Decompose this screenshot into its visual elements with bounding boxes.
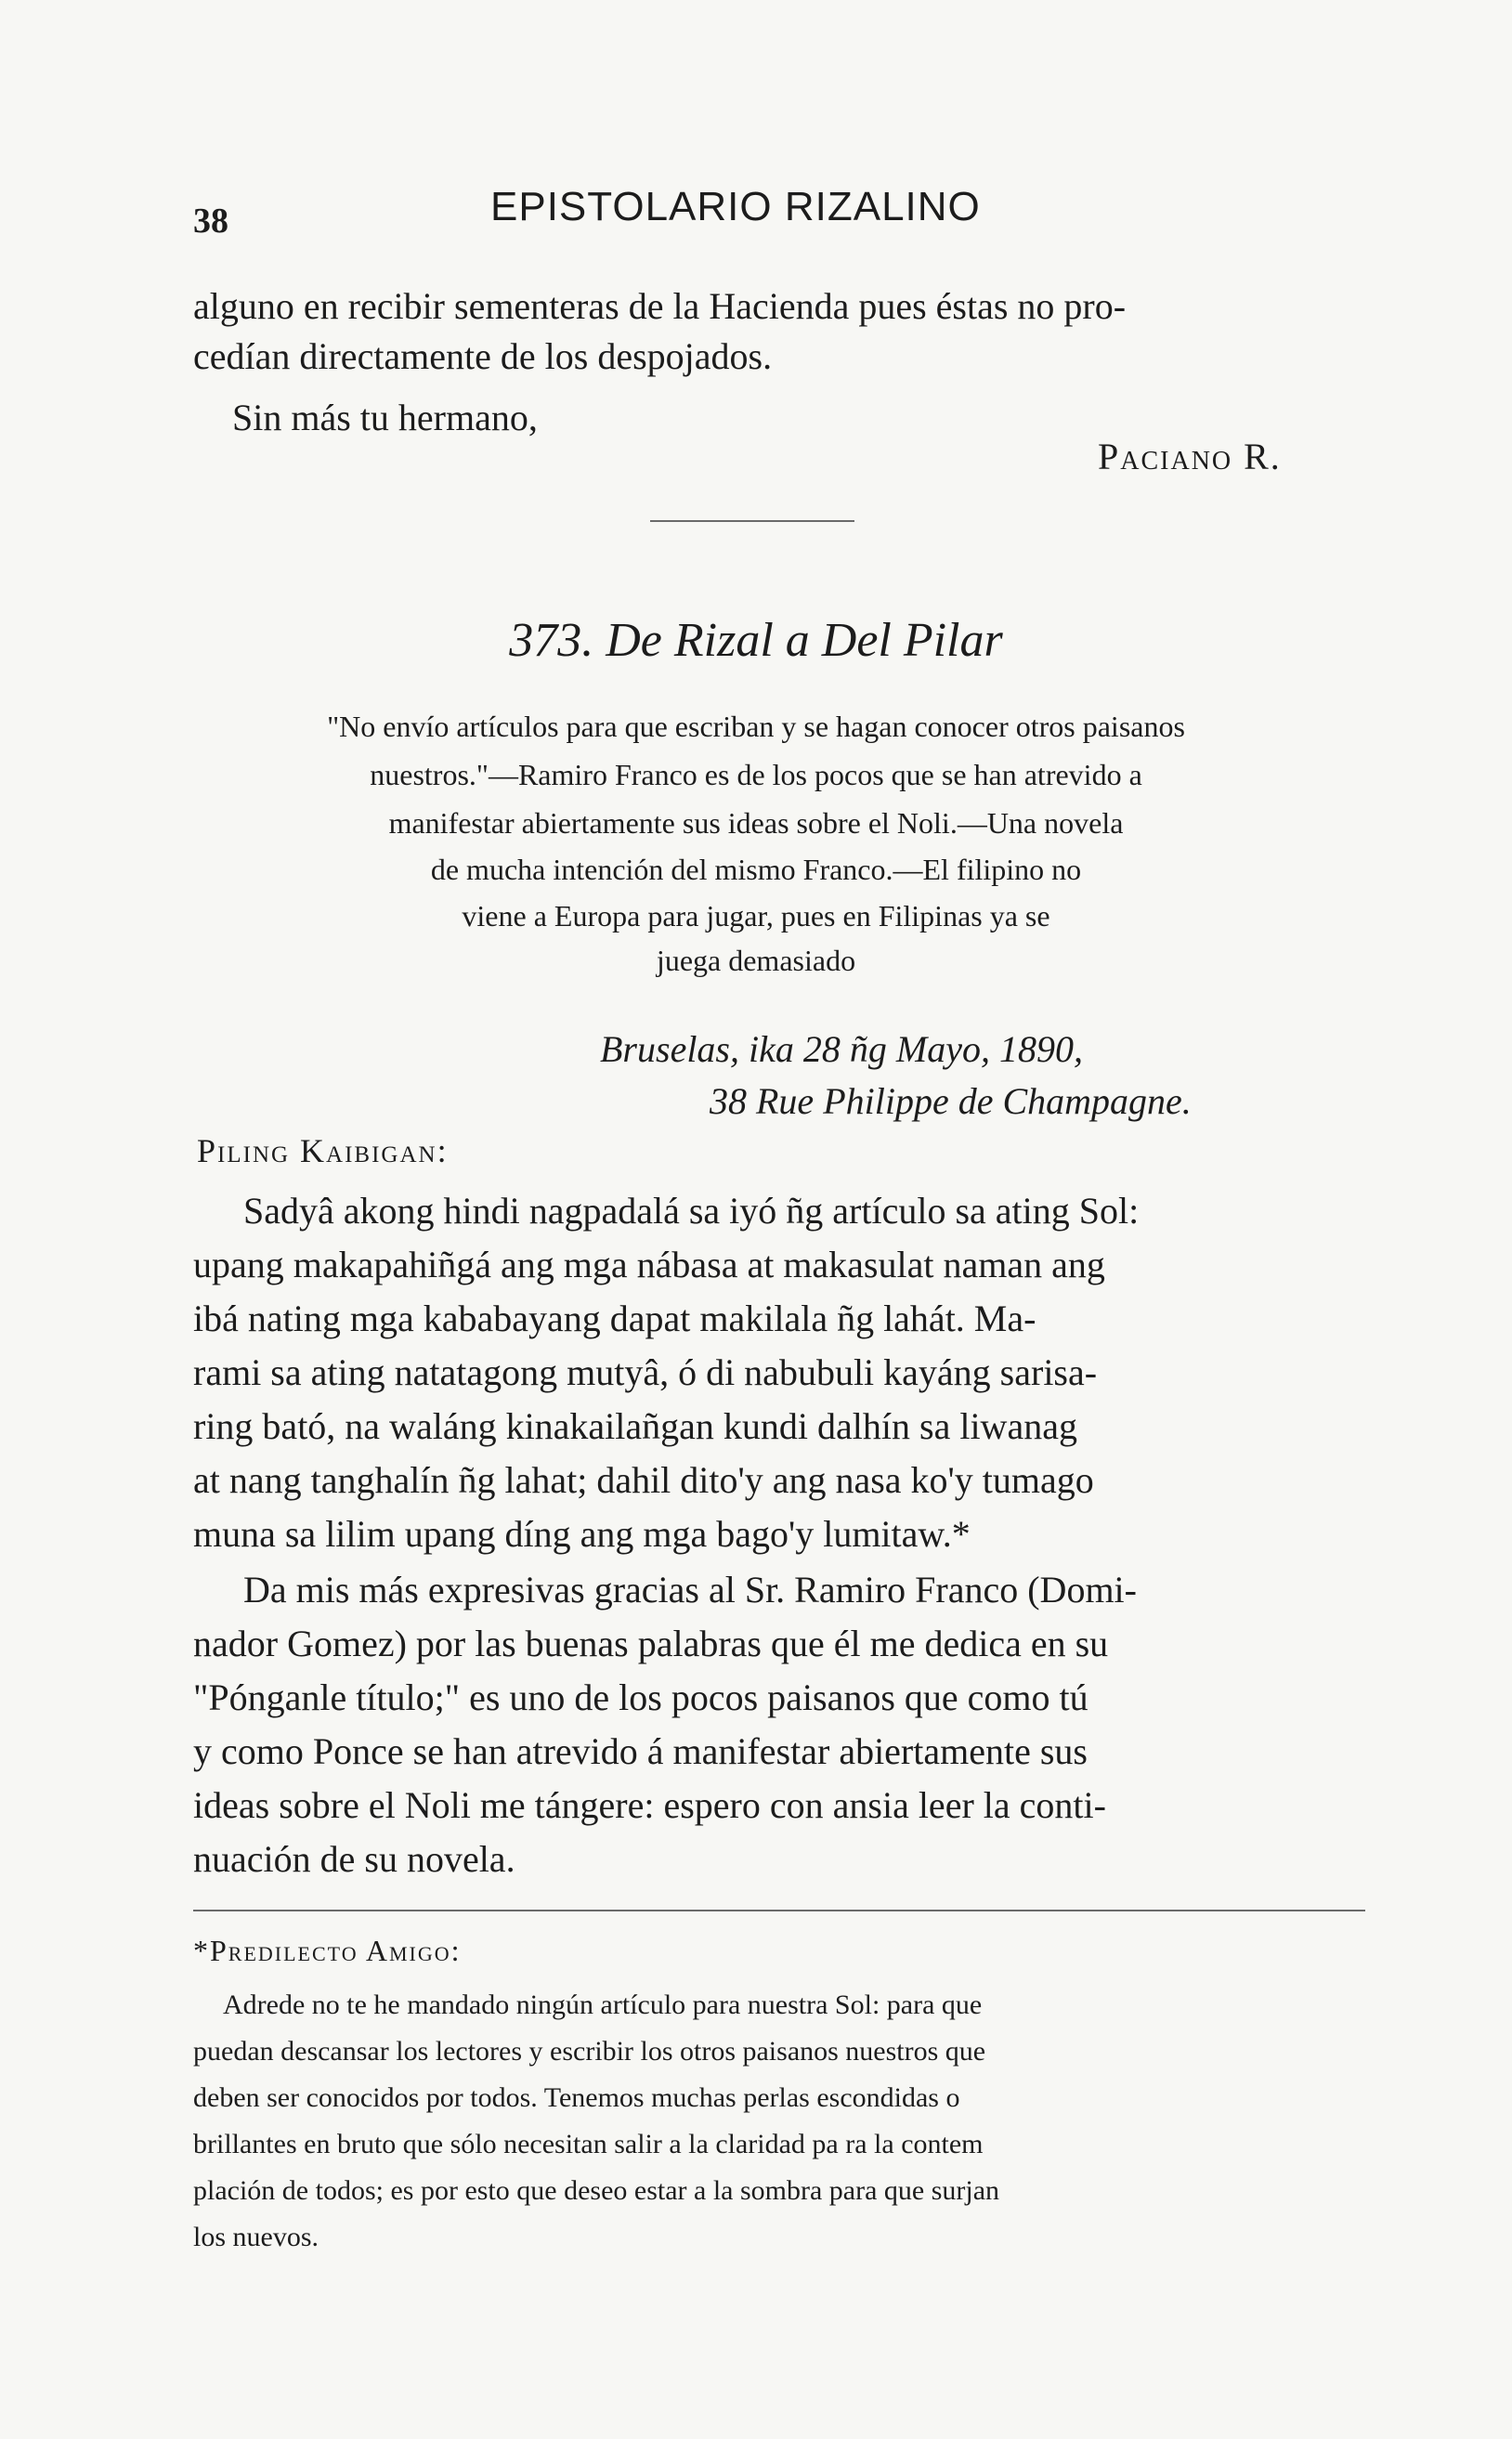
- previous-letter-line: alguno en recibir sementeras de la Hacienda pues éstas no pro-: [193, 285, 1127, 327]
- paragraph-line: y como Ponce se han atrevido á manifestar abiertamente sus: [193, 1730, 1088, 1772]
- running-title: EPISTOLARIO RIZALINO: [490, 184, 981, 229]
- footnote-line: puedan descansar los lectores y escribir los otros paisanos nuestros que: [193, 2036, 986, 2067]
- paragraph-line: muna sa lilim upang díng ang mga bago'y lumitaw.*: [193, 1513, 971, 1555]
- paragraph-line: ideas sobre el Noli me tángere: espero con ansia leer la conti-: [193, 1784, 1106, 1826]
- summary-line: de mucha intención del mismo Franco.—El filipino no: [430, 853, 1082, 886]
- footnote-rule: [193, 1910, 1365, 1911]
- footnote-line: Adrede no te he mandado ningún artículo para nuestra Sol: para que: [223, 1989, 983, 2020]
- summary-line: juega demasiado: [656, 944, 856, 977]
- paragraph-line: at nang tanghalín ñg lahat; dahil dito'y ang nasa ko'y tumago: [193, 1459, 1094, 1501]
- dateline: Bruselas, ika 28 ñg Mayo, 1890,: [600, 1028, 1083, 1070]
- paragraph-line: ring bató, na waláng kinakailañgan kundi dalhín sa liwanag: [193, 1405, 1077, 1447]
- summary-line: manifestar abiertamente sus ideas sobre el Noli.—Una novela: [388, 806, 1124, 840]
- summary-line: viene a Europa para jugar, pues en Filipinas ya se: [462, 899, 1050, 933]
- paragraph-line: upang makapahiñgá ang mga nábasa at makasulat naman ang: [193, 1244, 1105, 1285]
- footnote-line: brillantes en bruto que sólo necesitan salir a la claridad pa ra la contem: [193, 2129, 984, 2159]
- previous-letter-closing: Sin más tu hermano,: [232, 397, 538, 438]
- footnote-line: deben ser conocidos por todos. Tenemos muchas perlas escondidas o: [193, 2082, 960, 2113]
- salutation: Piling Kaibigan:: [197, 1132, 449, 1169]
- footnote-heading: *Predilecto Amigo:: [193, 1934, 462, 1967]
- section-divider: [650, 520, 854, 522]
- paragraph-line: ibá nating mga kababayang dapat makilala ñg lahát. Ma-: [193, 1298, 1036, 1339]
- signature: Paciano R.: [1098, 436, 1282, 477]
- summary-line: nuestros."—Ramiro Franco es de los pocos que se han atrevido a: [370, 758, 1142, 791]
- previous-letter-line: cedían directamente de los despojados.: [193, 335, 773, 377]
- letter-title: 373. De Rizal a Del Pilar: [509, 614, 1003, 667]
- paragraph-line: Sadyâ akong hindi nagpadalá sa iyó ñg artículo sa ating Sol:: [243, 1190, 1140, 1232]
- paragraph-line: rami sa ating natatagong mutyâ, ó di nabubuli kayáng sarisa-: [193, 1351, 1098, 1393]
- paragraph-line: "Pónganle título;" es uno de los pocos paisanos que como tú: [193, 1676, 1088, 1718]
- summary-line: "No envío artículos para que escriban y se hagan conocer otros paisanos: [327, 710, 1185, 743]
- page-number: 38: [193, 202, 228, 241]
- address-line: 38 Rue Philippe de Champagne.: [710, 1080, 1192, 1122]
- footnote-line: los nuevos.: [193, 2222, 319, 2252]
- paragraph-line: nuación de su novela.: [193, 1838, 515, 1880]
- footnote-line: plación de todos; es por esto que deseo estar a la sombra para que surjan: [193, 2175, 1000, 2206]
- paragraph-line: Da mis más expresivas gracias al Sr. Ramiro Franco (Domi-: [243, 1569, 1137, 1611]
- paragraph-line: nador Gomez) por las buenas palabras que él me dedica en su: [193, 1623, 1109, 1664]
